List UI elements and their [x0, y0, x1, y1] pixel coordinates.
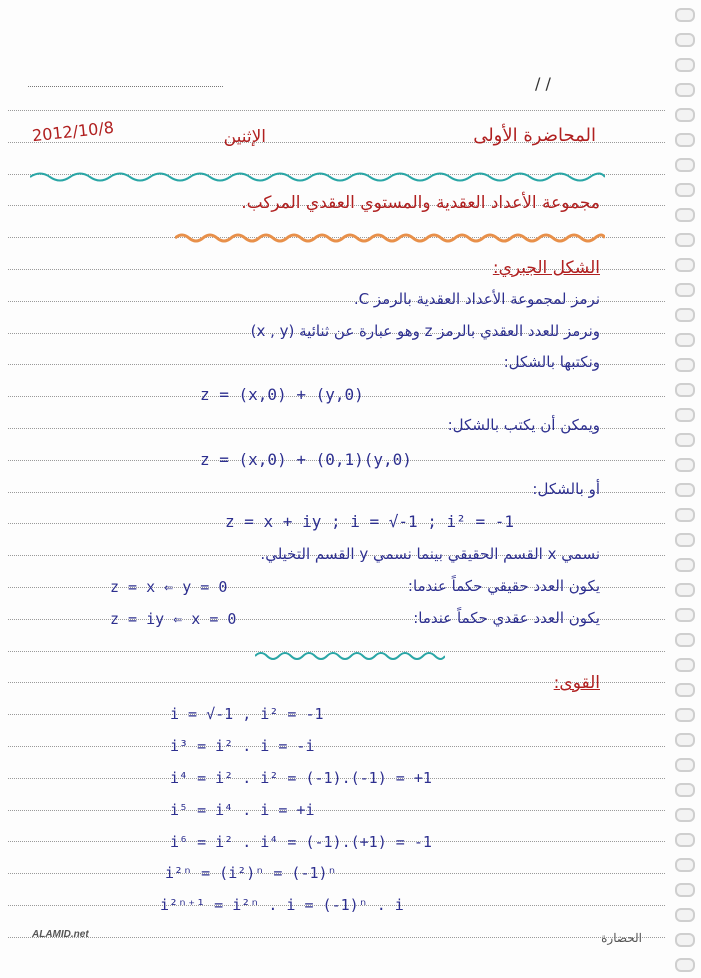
spiral-ring [675, 158, 695, 172]
spiral-ring [675, 908, 695, 922]
spiral-ring [675, 258, 695, 272]
spiral-ring [675, 183, 695, 197]
spiral-ring [675, 708, 695, 722]
equation-1: z = (x,0) + (y,0) [200, 385, 364, 404]
spiral-ring [675, 58, 695, 72]
condition-imaginary-math: z = iy ⇐ x = 0 [110, 610, 237, 628]
spiral-ring [675, 958, 695, 972]
power-line-6: i²ⁿ = (i²)ⁿ = (-1)ⁿ [165, 864, 337, 882]
spiral-ring [675, 833, 695, 847]
spiral-ring [675, 483, 695, 497]
algebraic-line-4: ويمكن أن يكتب بالشكل: [447, 416, 600, 434]
spiral-ring [675, 333, 695, 347]
ruled-line [8, 937, 665, 938]
spiral-ring [675, 758, 695, 772]
condition-real-math: z = x ⇐ y = 0 [110, 578, 228, 596]
header-date-slashes: / / [535, 74, 551, 93]
ruled-line [8, 746, 665, 747]
footer-right-logo: الحضارة [601, 931, 642, 945]
spiral-ring [675, 108, 695, 122]
algebraic-line-1: نرمز لمجموعة الأعداد العقدية بالرمز C. [353, 290, 600, 308]
main-title: مجموعة الأعداد العقدية والمستوي العقدي المركب. [241, 193, 600, 213]
equation-3: z = x + iy ; i = √-1 ; i² = -1 [225, 512, 514, 531]
teal-wave-divider-2 [255, 650, 445, 662]
spiral-ring [675, 283, 695, 297]
spiral-ring [675, 558, 695, 572]
power-line-2: i³ = i² . i = -i [170, 737, 315, 755]
condition-imaginary-text: يكون العدد عقدي حكماً عندما: [413, 609, 600, 627]
teal-wave-divider [30, 170, 605, 184]
spiral-ring [675, 8, 695, 22]
spiral-ring [675, 933, 695, 947]
ruled-line [8, 110, 665, 111]
spiral-ring [675, 383, 695, 397]
section-powers-heading: القوى: [553, 673, 600, 693]
spiral-ring [675, 858, 695, 872]
algebraic-line-6: نسمي x القسم الحقيقي بينما نسمي y القسم التخيلي. [260, 545, 600, 563]
lecture-title: المحاضرة الأولى [473, 125, 596, 146]
algebraic-line-3: ونكتبها بالشكل: [503, 353, 600, 371]
spiral-ring [675, 508, 695, 522]
spiral-ring [675, 883, 695, 897]
spiral-ring [675, 133, 695, 147]
power-line-1: i = √-1 , i² = -1 [170, 705, 324, 723]
section-algebraic-heading: الشكل الجبري: [492, 258, 600, 278]
condition-real-text: يكون العدد حقيقي حكماً عندما: [407, 577, 600, 595]
spiral-ring [675, 683, 695, 697]
power-line-7: i²ⁿ⁺¹ = i²ⁿ . i = (-1)ⁿ . i [160, 896, 404, 914]
spiral-ring [675, 533, 695, 547]
ruled-line [8, 714, 665, 715]
spiral-ring [675, 608, 695, 622]
spiral-ring [675, 433, 695, 447]
power-line-5: i⁶ = i² . i⁴ = (-1).(+1) = -1 [170, 833, 432, 851]
orange-wave-divider [175, 232, 605, 244]
spiral-ring [675, 358, 695, 372]
header-day: الإثنين [223, 127, 266, 147]
algebraic-line-5: أو بالشكل: [532, 480, 600, 498]
spiral-ring [675, 633, 695, 647]
spiral-ring [675, 783, 695, 797]
spiral-ring [675, 583, 695, 597]
footer-left-logo: ALAMID.net [32, 929, 89, 940]
spiral-ring [675, 33, 695, 47]
spiral-ring [675, 83, 695, 97]
spiral-ring [675, 733, 695, 747]
spiral-ring [675, 808, 695, 822]
ruled-line [8, 810, 665, 811]
header-dotted-line [28, 86, 223, 87]
header-date: 2012/10/8 [31, 117, 115, 146]
equation-2: z = (x,0) + (0,1)(y,0) [200, 450, 412, 469]
algebraic-line-2: ونرمز للعدد العقدي بالرمز z وهو عبارة عن ثنائية (x , y) [250, 322, 600, 340]
spiral-ring [675, 408, 695, 422]
power-line-3: i⁴ = i² . i² = (-1).(-1) = +1 [170, 769, 432, 787]
power-line-4: i⁵ = i⁴ . i = +i [170, 801, 315, 819]
spiral-ring [675, 208, 695, 222]
spiral-ring [675, 658, 695, 672]
spiral-ring [675, 458, 695, 472]
spiral-ring [675, 233, 695, 247]
spiral-ring [675, 308, 695, 322]
